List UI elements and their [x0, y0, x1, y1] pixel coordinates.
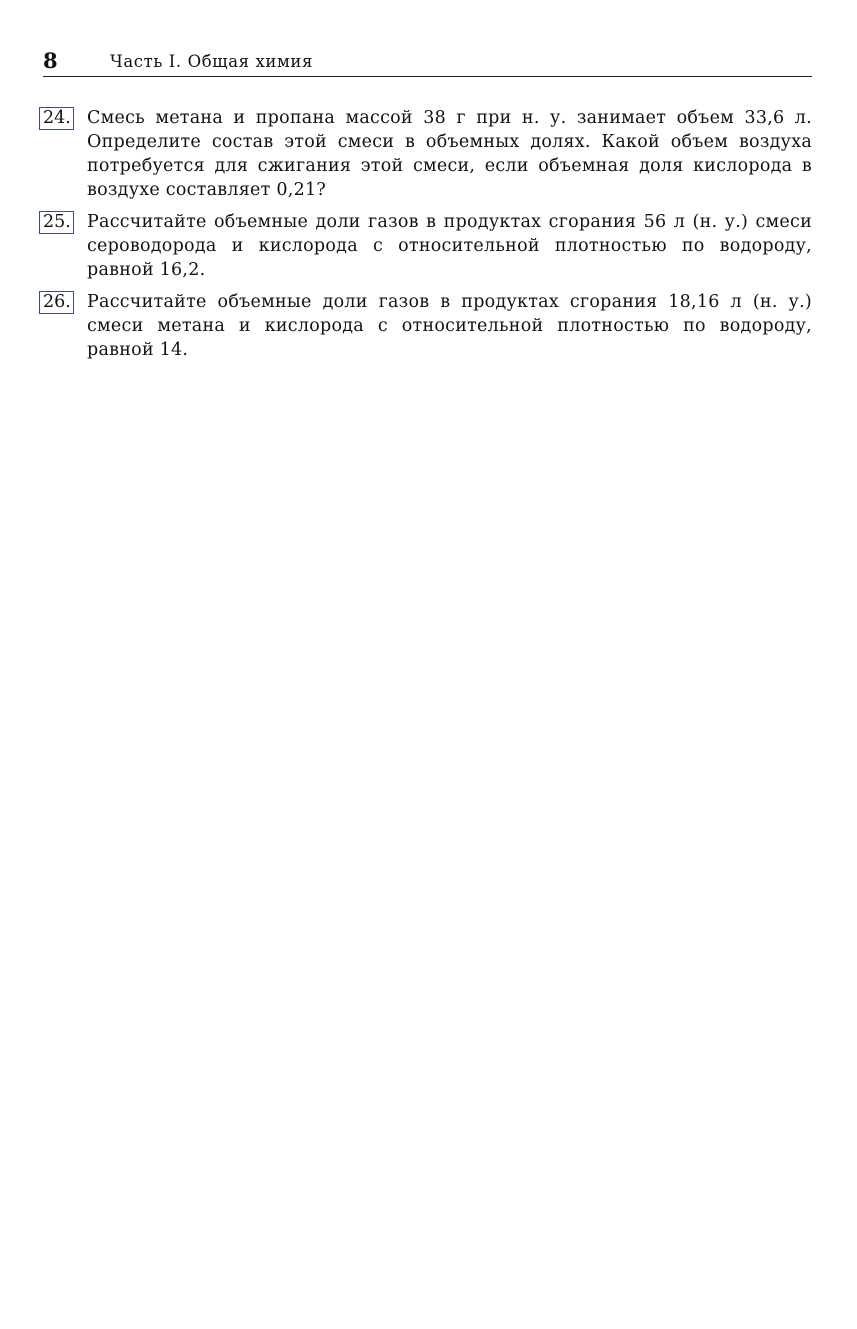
problem-list — [39, 106, 812, 370]
page-header — [43, 48, 812, 77]
problem-26 — [39, 290, 812, 362]
problem-number: 26. — [39, 291, 74, 314]
problem-text: Рассчитайте объемные доли газов в продуктах сгорания 56 л (н. у.) смеси сероводорода и кислорода с относительной плотностью по водороду, равной 16,2. — [87, 212, 812, 280]
page-number: 8 — [43, 48, 58, 73]
problem-number: 25. — [39, 211, 74, 234]
problem-24 — [39, 106, 812, 202]
problem-text: Рассчитайте объемные доли газов в продуктах сгорания 18,16 л (н. у.) смеси метана и кислорода с относительной плотностью по водороду, равной 14. — [87, 292, 812, 360]
problem-text: Смесь метана и пропана массой 38 г при н. у. занимает объем 33,6 л. Определите состав этой смеси в объемных долях. Какой объем воздуха потребуется для сжигания этой смеси, если объемная доля кислорода в воздухе составляет 0,21? — [87, 108, 812, 200]
running-title: Часть I. Общая химия — [110, 52, 314, 71]
problem-25 — [39, 210, 812, 282]
problem-number: 24. — [39, 107, 74, 130]
